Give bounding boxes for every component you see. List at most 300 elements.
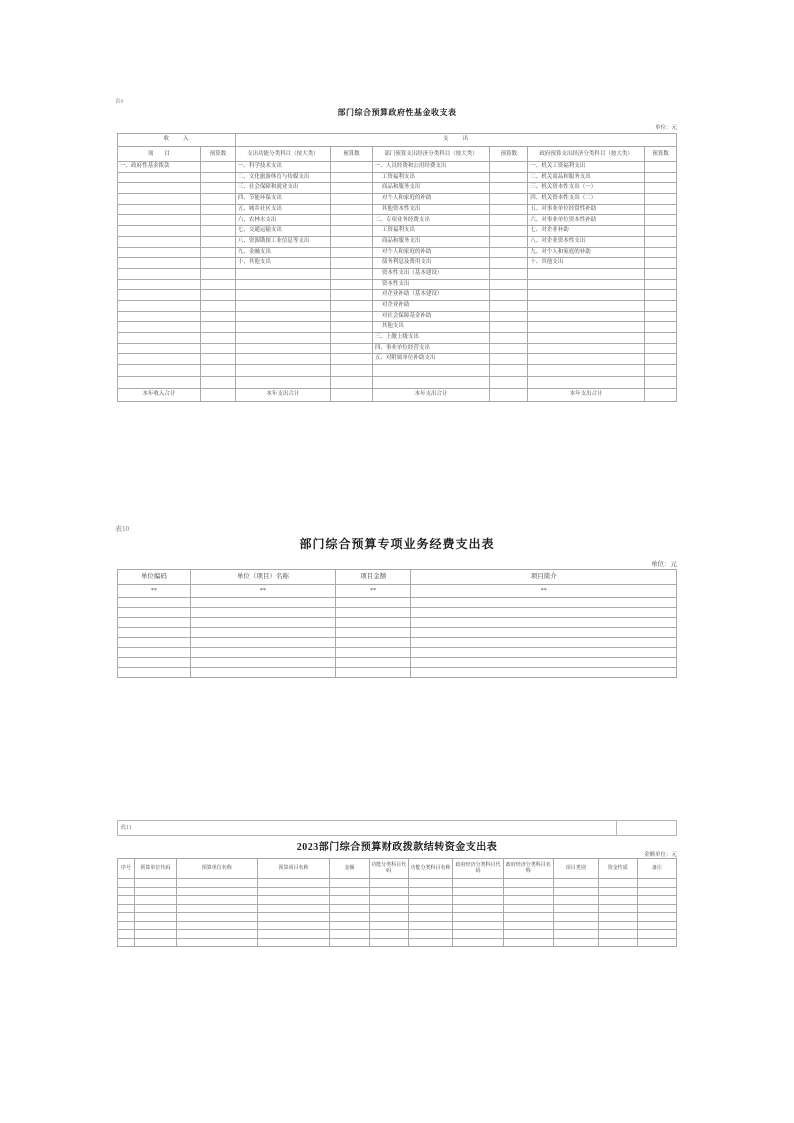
data-cell (118, 930, 135, 939)
item-cell: 三、社会保障和就业支出 (235, 183, 330, 194)
item-cell: 其他支出 (372, 322, 489, 333)
budget-amount-cell (200, 377, 235, 389)
budget-amount-cell (645, 365, 677, 377)
data-cell (408, 879, 453, 888)
table-row (118, 215, 677, 226)
item-cell: 对个人和家庭的补助 (372, 194, 489, 205)
special-expense-table-body (118, 585, 677, 678)
data-cell (411, 628, 677, 638)
data-cell (503, 879, 553, 888)
table10-unit-label: 单位：元 (651, 561, 677, 568)
item-cell: 一、科学技术支出 (235, 162, 330, 173)
item-cell: 七、交通运输支出 (235, 226, 330, 237)
data-cell (369, 913, 408, 922)
data-cell (369, 879, 408, 888)
budget-amount-cell (200, 300, 235, 311)
item-cell (118, 194, 201, 205)
data-cell (118, 887, 135, 896)
table-row (118, 300, 677, 311)
budget-amount-cell (330, 236, 372, 247)
budget-amount-cell (645, 290, 677, 301)
budget-amount-cell (330, 268, 372, 279)
data-cell (408, 938, 453, 947)
budget-amount-cell (490, 290, 528, 301)
data-cell (134, 921, 176, 930)
table-row (118, 268, 677, 279)
data-cell (330, 913, 369, 922)
data-cell (176, 879, 257, 888)
data-cell (453, 879, 503, 888)
data-cell (503, 887, 553, 896)
item-cell (118, 343, 201, 354)
table11-caption-empty-cell (617, 820, 677, 836)
budget-amount-cell (330, 183, 372, 194)
data-cell (335, 638, 410, 648)
table11-tag-cell (117, 820, 617, 836)
data-cell (411, 598, 677, 608)
item-cell: 九、对个人和家庭的补助 (528, 247, 645, 258)
data-cell (190, 628, 335, 638)
table-row (118, 354, 677, 365)
item-cell (118, 204, 201, 215)
data-cell (190, 598, 335, 608)
item-cell (118, 377, 201, 389)
budget-amount-cell (490, 333, 528, 344)
data-cell (176, 913, 257, 922)
table-row (118, 896, 677, 905)
data-cell (637, 913, 676, 922)
item-cell: 商品和服务支出 (372, 236, 489, 247)
budget-amount-cell (645, 172, 677, 183)
data-cell (134, 887, 176, 896)
budget-amount-cell (200, 194, 235, 205)
data-cell (118, 668, 191, 678)
data-cell (118, 648, 191, 658)
budget-amount-cell (490, 204, 528, 215)
data-cell (190, 658, 335, 668)
data-cell (118, 913, 135, 922)
data-cell (453, 921, 503, 930)
data-cell (553, 930, 598, 939)
data-cell (335, 628, 410, 638)
item-cell: 五、对附属单位补助支出 (372, 354, 489, 365)
budget-amount-cell (645, 236, 677, 247)
data-cell (330, 921, 369, 930)
column-header-cell: 项目简介 (411, 570, 677, 585)
table-row (118, 930, 677, 939)
budget-amount-cell (200, 226, 235, 237)
budget-amount-cell (490, 322, 528, 333)
budget-amount-cell (330, 322, 372, 333)
column-header-cell: 功能分类科目名称 (408, 859, 453, 879)
table10-tag: 表10 (115, 525, 129, 533)
item-cell (235, 354, 330, 365)
item-cell (118, 354, 201, 365)
budget-amount-cell (645, 377, 677, 389)
item-cell (118, 258, 201, 269)
data-cell (190, 668, 335, 678)
item-cell: 七、对企业补助 (528, 226, 645, 237)
item-cell (528, 377, 645, 389)
table-row (118, 648, 677, 658)
column-header-cell: 项目类别 (553, 859, 598, 879)
data-cell (257, 938, 330, 947)
carryover-funds-table-head (118, 859, 677, 879)
data-cell (411, 648, 677, 658)
data-cell (134, 896, 176, 905)
data-cell (369, 904, 408, 913)
budget-amount-cell (645, 322, 677, 333)
data-cell (598, 930, 637, 939)
budget-amount-cell (645, 215, 677, 226)
data-cell (330, 938, 369, 947)
table-row (118, 585, 677, 598)
budget-amount-cell (200, 268, 235, 279)
item-cell (235, 333, 330, 344)
data-cell (637, 904, 676, 913)
data-cell (637, 921, 676, 930)
table-row (118, 290, 677, 301)
column-header-cell: 政府经济分类科目名称 (503, 859, 553, 879)
budget-amount-cell (645, 258, 677, 269)
data-cell (257, 879, 330, 888)
table-row (118, 938, 677, 947)
data-cell (369, 887, 408, 896)
data-cell (408, 930, 453, 939)
item-cell (235, 290, 330, 301)
item-cell: 三、上缴上级支出 (372, 333, 489, 344)
data-cell (503, 938, 553, 947)
total-cell (645, 389, 677, 402)
item-cell (118, 300, 201, 311)
data-cell (453, 930, 503, 939)
budget-amount-cell (330, 279, 372, 290)
data-cell (553, 913, 598, 922)
budget-amount-cell (645, 183, 677, 194)
budget-amount-cell (330, 311, 372, 322)
budget-amount-cell (645, 300, 677, 311)
budget-amount-cell (490, 162, 528, 173)
column-header-cell: 单位（项目）名称 (190, 570, 335, 585)
special-expense-table-head (118, 570, 677, 585)
item-cell: 债务利息及费用支出 (372, 258, 489, 269)
item-cell (528, 290, 645, 301)
item-cell (118, 268, 201, 279)
total-cell: 本年收入合计 (118, 389, 201, 402)
column-header-cell: 金额 (330, 859, 369, 879)
item-cell (118, 215, 201, 226)
data-cell (503, 921, 553, 930)
table-row (118, 194, 677, 205)
table-row (118, 618, 677, 628)
budget-amount-cell (200, 247, 235, 258)
budget-amount-cell (200, 162, 235, 173)
section-header-row (118, 134, 677, 147)
table-row (118, 204, 677, 215)
item-cell (235, 322, 330, 333)
item-cell: 工资福利支出 (372, 226, 489, 237)
data-cell (411, 658, 677, 668)
table-row (118, 628, 677, 638)
data-cell (118, 638, 191, 648)
data-cell (190, 608, 335, 618)
fund-budget-table-head (118, 134, 677, 162)
table9-unit-label: 单位：元 (654, 125, 677, 131)
data-cell (453, 904, 503, 913)
budget-amount-cell (490, 258, 528, 269)
item-cell: 对企业补助 (372, 300, 489, 311)
budget-amount-cell (330, 172, 372, 183)
budget-amount-cell (645, 247, 677, 258)
table9-tag: 表9 (115, 99, 124, 105)
budget-amount-cell (200, 343, 235, 354)
item-cell (235, 343, 330, 354)
budget-amount-cell (330, 290, 372, 301)
item-cell: 四、事业单位经营支出 (372, 343, 489, 354)
data-cell (408, 896, 453, 905)
data-cell (637, 896, 676, 905)
item-cell: 十、其他支出 (235, 258, 330, 269)
table-row (118, 247, 677, 258)
item-cell (118, 236, 201, 247)
data-cell (257, 887, 330, 896)
budget-amount-cell (645, 194, 677, 205)
budget-amount-cell (200, 311, 235, 322)
column-header-cell: 资金性质 (598, 859, 637, 879)
table-row (118, 172, 677, 183)
table-row (118, 226, 677, 237)
table-row (118, 279, 677, 290)
total-cell: 本年支出合计 (235, 389, 330, 402)
table-row (118, 887, 677, 896)
data-cell (369, 921, 408, 930)
item-cell: 一、人员经费和公用经费支出 (372, 162, 489, 173)
data-cell (598, 938, 637, 947)
budget-amount-cell (645, 162, 677, 173)
budget-amount-cell (330, 226, 372, 237)
total-cell: 本年支出合计 (372, 389, 489, 402)
budget-amount-cell (490, 215, 528, 226)
data-cell (411, 618, 677, 628)
column-header-cell: 预算单位代码 (134, 859, 176, 879)
data-cell (503, 904, 553, 913)
budget-amount-cell (330, 354, 372, 365)
column-header-cell: 单位编码 (118, 570, 191, 585)
data-cell (176, 896, 257, 905)
item-cell (235, 377, 330, 389)
table-row (118, 236, 677, 247)
budget-amount-cell (645, 354, 677, 365)
column-header-cell: 预算数 (330, 147, 372, 162)
data-cell (330, 904, 369, 913)
budget-amount-cell (645, 343, 677, 354)
data-cell (598, 879, 637, 888)
data-cell (369, 938, 408, 947)
carryover-funds-table (117, 858, 677, 947)
item-cell: 六、农林水支出 (235, 215, 330, 226)
budget-amount-cell (490, 226, 528, 237)
budget-amount-cell (200, 333, 235, 344)
data-cell (503, 930, 553, 939)
column-header-row (118, 147, 677, 162)
item-cell (528, 279, 645, 290)
column-header-cell: 预算数 (490, 147, 528, 162)
data-cell (176, 930, 257, 939)
data-cell (411, 668, 677, 678)
budget-amount-cell (490, 354, 528, 365)
data-cell (553, 921, 598, 930)
data-cell (503, 913, 553, 922)
budget-amount-cell (200, 365, 235, 377)
data-cell (598, 921, 637, 930)
data-cell (335, 598, 410, 608)
budget-amount-cell (490, 268, 528, 279)
data-cell (553, 938, 598, 947)
item-cell: 三、机关资本性支出（一） (528, 183, 645, 194)
budget-amount-cell (200, 183, 235, 194)
budget-amount-cell (645, 204, 677, 215)
column-header-cell: 项 目 (118, 147, 201, 162)
item-cell: 其他资本性支出 (372, 204, 489, 215)
data-cell (408, 921, 453, 930)
table-row (118, 879, 677, 888)
item-cell (528, 354, 645, 365)
data-cell (118, 938, 135, 947)
item-cell (118, 322, 201, 333)
budget-amount-cell (200, 236, 235, 247)
budget-amount-cell (330, 343, 372, 354)
budget-amount-cell (200, 290, 235, 301)
total-cell (200, 389, 235, 402)
data-cell (637, 887, 676, 896)
data-cell (118, 618, 191, 628)
table9-title: 部门综合预算政府性基金收支表 (337, 108, 457, 117)
budget-amount-cell (490, 194, 528, 205)
table-row (118, 322, 677, 333)
item-cell (235, 311, 330, 322)
item-cell (118, 290, 201, 301)
item-cell: 二、机关商品和服务支出 (528, 172, 645, 183)
data-cell (335, 668, 410, 678)
data-cell (411, 638, 677, 648)
budget-amount-cell (490, 279, 528, 290)
item-cell: 六、对事业单位资本性补助 (528, 215, 645, 226)
item-cell: 八、对企业资本性支出 (528, 236, 645, 247)
data-cell (330, 896, 369, 905)
budget-amount-cell (330, 194, 372, 205)
table11-unit-label: 金额单位：元 (643, 852, 677, 858)
item-cell: 四、机关资本性支出（二） (528, 194, 645, 205)
column-header-row (118, 859, 677, 879)
item-cell: 五、城乡社区支出 (235, 204, 330, 215)
budget-amount-cell (645, 333, 677, 344)
item-cell (235, 365, 330, 377)
item-cell (118, 311, 201, 322)
column-header-cell: 序号 (118, 859, 135, 879)
total-cell (330, 389, 372, 402)
column-header-cell: 预算单位名称 (176, 859, 257, 879)
item-cell (235, 268, 330, 279)
item-cell (528, 365, 645, 377)
column-header-cell: 预算数 (645, 147, 677, 162)
item-cell (528, 311, 645, 322)
budget-amount-cell (200, 215, 235, 226)
data-cell (408, 913, 453, 922)
table11-tag: 表11 (120, 825, 132, 831)
budget-amount-cell (330, 300, 372, 311)
income-section-header: 收 入 (118, 134, 236, 147)
budget-amount-cell (490, 183, 528, 194)
data-cell (176, 921, 257, 930)
data-cell (598, 904, 637, 913)
item-cell (118, 247, 201, 258)
table-row (118, 668, 677, 678)
budget-amount-cell (490, 247, 528, 258)
budget-amount-cell (200, 204, 235, 215)
budget-amount-cell (490, 377, 528, 389)
data-cell (118, 598, 191, 608)
data-cell (190, 648, 335, 658)
data-cell (453, 887, 503, 896)
item-cell (235, 300, 330, 311)
special-expense-table (117, 569, 677, 678)
budget-amount-cell (200, 279, 235, 290)
budget-amount-cell (330, 333, 372, 344)
data-cell (335, 658, 410, 668)
item-cell (372, 377, 489, 389)
budget-amount-cell (200, 322, 235, 333)
data-cell (118, 628, 191, 638)
budget-amount-cell (490, 300, 528, 311)
data-cell (637, 938, 676, 947)
budget-amount-cell (330, 162, 372, 173)
data-cell (553, 879, 598, 888)
item-cell (528, 322, 645, 333)
data-cell (118, 879, 135, 888)
data-cell (134, 938, 176, 947)
data-cell (190, 618, 335, 628)
budget-amount-cell (490, 311, 528, 322)
data-cell (637, 879, 676, 888)
data-cell (369, 930, 408, 939)
data-cell (553, 896, 598, 905)
table-row (118, 608, 677, 618)
data-cell (257, 896, 330, 905)
budget-amount-cell (330, 215, 372, 226)
item-cell: 五、对事业单位经常性补助 (528, 204, 645, 215)
item-cell: 四、节能环保支出 (235, 194, 330, 205)
budget-amount-cell (330, 247, 372, 258)
data-cell (598, 913, 637, 922)
table-row (118, 377, 677, 389)
data-cell (411, 608, 677, 618)
table-row (118, 258, 677, 269)
data-cell (176, 938, 257, 947)
budget-amount-cell (490, 172, 528, 183)
data-cell (257, 930, 330, 939)
data-cell (335, 608, 410, 618)
total-row (118, 389, 677, 402)
table-row (118, 913, 677, 922)
item-cell (528, 300, 645, 311)
data-cell (118, 921, 135, 930)
data-cell (553, 887, 598, 896)
table-row (118, 904, 677, 913)
column-header-cell: 政府经济分类科目代码 (453, 859, 503, 879)
item-cell: 二、文化旅游体育与传媒支出 (235, 172, 330, 183)
data-cell (134, 913, 176, 922)
table-row (118, 311, 677, 322)
